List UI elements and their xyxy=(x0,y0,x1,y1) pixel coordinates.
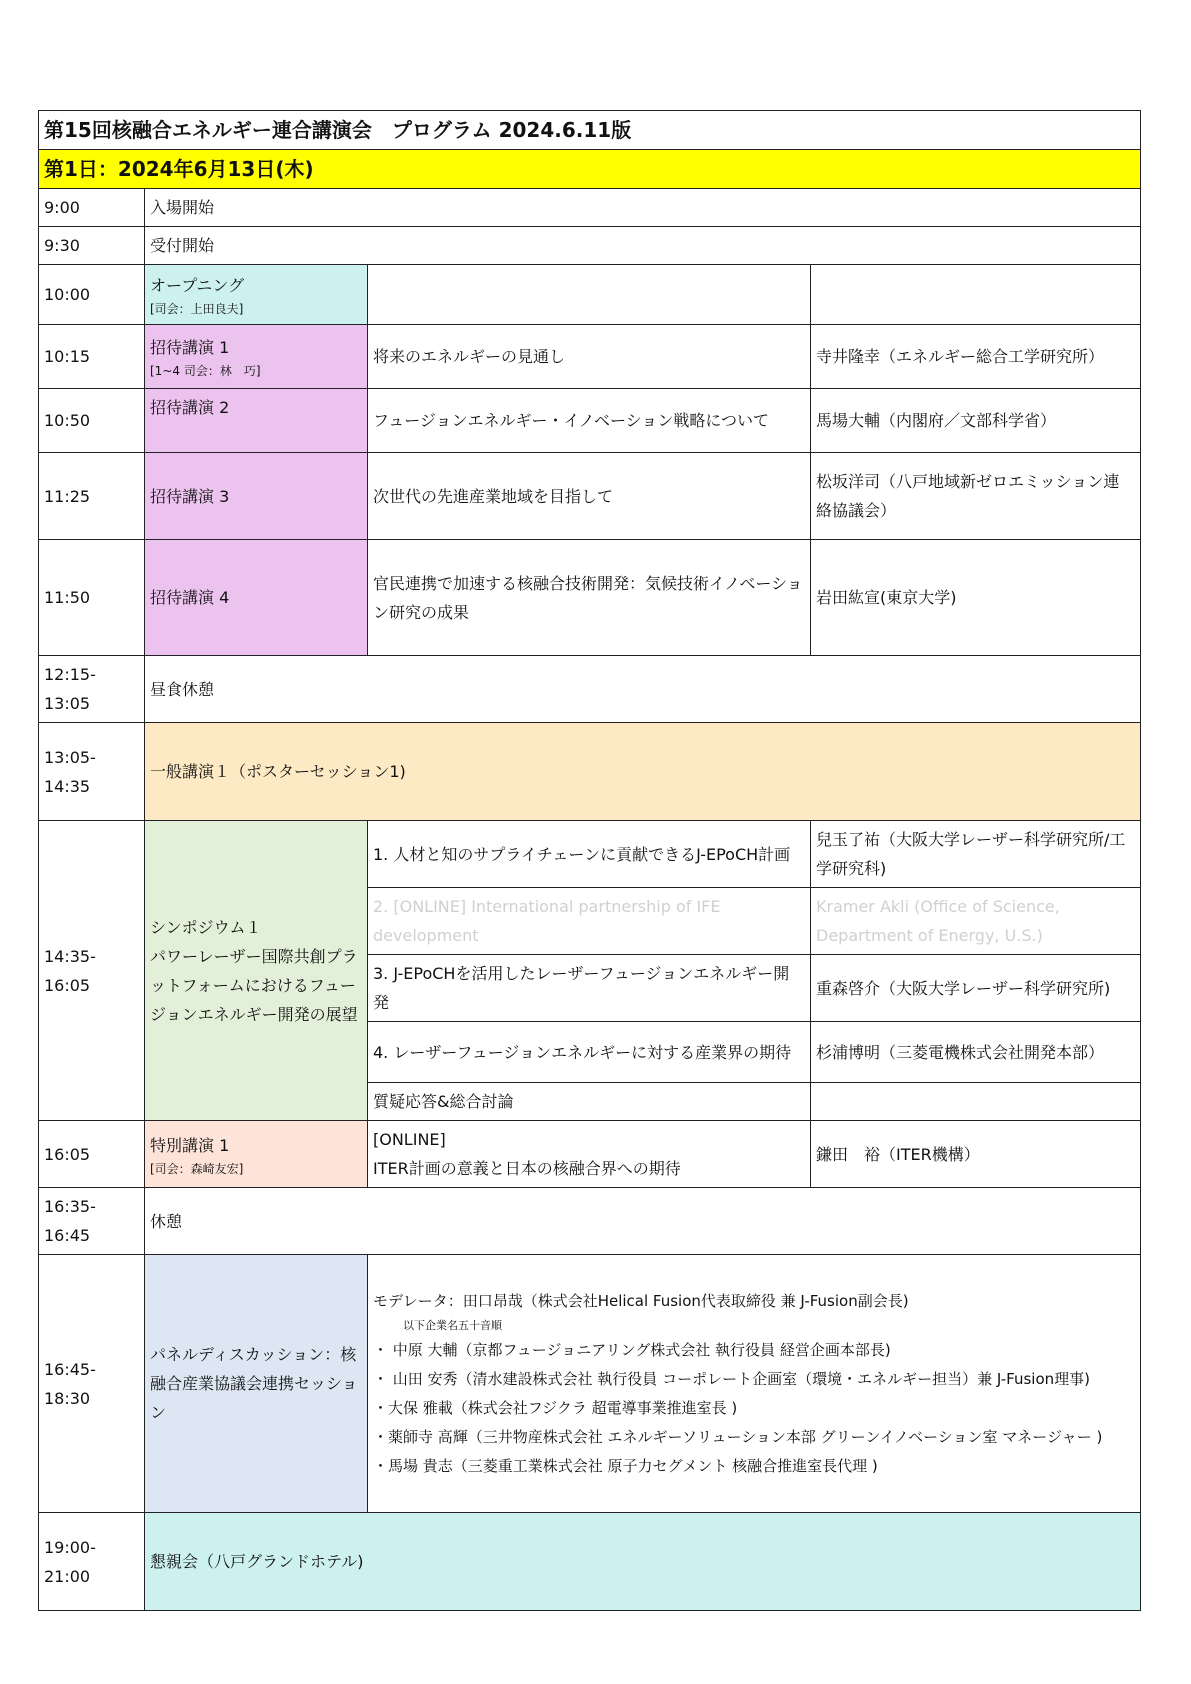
time-cell: 16:05 xyxy=(39,1121,145,1188)
event-label: 一般講演１（ポスターセッション1) xyxy=(145,723,1141,821)
program-table xyxy=(38,110,1141,1611)
panel-details xyxy=(368,1255,1141,1513)
speaker: 杉浦博明（三菱電機株式会社開発本部） xyxy=(811,1022,1141,1083)
session-label: パネルディスカッション：核融合産業協議会連携セッション xyxy=(145,1255,368,1513)
title-row xyxy=(39,111,1141,150)
speaker: 松坂洋司（八戸地域新ゼロエミッション連絡協議会） xyxy=(811,453,1141,540)
speaker xyxy=(811,1083,1141,1121)
session-cell xyxy=(145,325,368,389)
session-label: 招待講演 2 xyxy=(145,389,368,453)
time-cell: 11:50 xyxy=(39,540,145,656)
event-label: 入場開始 xyxy=(145,189,1141,227)
speaker: 重森啓介（大阪大学レーザー科学研究所) xyxy=(811,955,1141,1022)
table-row xyxy=(39,189,1141,227)
session-cell xyxy=(145,265,368,325)
time-cell: 9:30 xyxy=(39,227,145,265)
session-label: シンポジウム１ パワーレーザー国際共創プラットフォームにおけるフュージョンエネルギー開発の展望 xyxy=(145,821,368,1121)
talk-title: 3. J-EPoCHを活用したレーザーフュージョンエネルギー開発 xyxy=(368,955,811,1022)
talk-title xyxy=(368,265,811,325)
time-cell: 11:25 xyxy=(39,453,145,540)
talk-title: 1. 人材と知のサプライチェーンに貢献できるJ-EPoCH計画 xyxy=(368,821,811,888)
time-cell: 13:05-14:35 xyxy=(39,723,145,821)
talk-title: 質疑応答&総合討論 xyxy=(368,1083,811,1121)
table-row xyxy=(39,540,1141,656)
order-note: 以下企業名五十音順 xyxy=(403,1318,502,1332)
day-header: 第1日：2024年6月13日(木) xyxy=(39,150,1141,189)
speaker xyxy=(811,265,1141,325)
table-row xyxy=(39,227,1141,265)
panelist: ・ 中原 大輔（京都フュージョニアリング株式会社 執行役員 経営企画本部長) xyxy=(373,1340,891,1359)
session-label: 招待講演 4 xyxy=(145,540,368,656)
speaker: 岩田紘宣(東京大学) xyxy=(811,540,1141,656)
time-cell: 19:00-21:00 xyxy=(39,1513,145,1611)
talk-title: 将来のエネルギーの見通し xyxy=(368,325,811,389)
time-cell: 9:00 xyxy=(39,189,145,227)
session-label: 特別講演 1 xyxy=(150,1135,230,1155)
moderator: モデレータ：田口昂哉（株式会社Helical Fusion代表取締役 兼 J-Fusion副会長) xyxy=(373,1291,909,1310)
event-label: 昼食休憩 xyxy=(145,656,1141,723)
talk-title: 官民連携で加速する核融合技術開発：気候技術イノベーション研究の成果 xyxy=(368,540,811,656)
event-label: 懇親会（八戸グランドホテル) xyxy=(145,1513,1141,1611)
table-row xyxy=(39,656,1141,723)
chair-label: [司会：上田良夫] xyxy=(150,302,244,316)
time-cell: 14:35-16:05 xyxy=(39,821,145,1121)
speaker: 兒玉了祐（大阪大学レーザー科学研究所/工学研究科) xyxy=(811,821,1141,888)
online-tag: [ONLINE] xyxy=(373,1130,446,1149)
talk-title: ITER計画の意義と日本の核融合界への期待 xyxy=(373,1159,681,1178)
talk-title: 2. [ONLINE] International partnership of IFE development xyxy=(368,888,811,955)
session-label: 招待講演 3 xyxy=(145,453,368,540)
table-row xyxy=(39,723,1141,821)
event-label: 受付開始 xyxy=(145,227,1141,265)
speaker: Kramer Akli (Office of Science, Department of Energy, U.S.) xyxy=(811,888,1141,955)
event-label: 休憩 xyxy=(145,1188,1141,1255)
time-cell: 10:50 xyxy=(39,389,145,453)
time-cell: 10:00 xyxy=(39,265,145,325)
table-row xyxy=(39,1255,1141,1513)
speaker: 寺井隆幸（エネルギー総合工学研究所） xyxy=(811,325,1141,389)
day-row xyxy=(39,150,1141,189)
time-cell: 16:45-18:30 xyxy=(39,1255,145,1513)
talk-title: 次世代の先進産業地域を目指して xyxy=(368,453,811,540)
talk-title: 4. レーザーフュージョンエネルギーに対する産業界の期待 xyxy=(368,1022,811,1083)
session-cell xyxy=(145,1121,368,1188)
session-label: オープニング xyxy=(150,276,245,295)
panelist: ・馬場 貴志（三菱重工業株式会社 原子力セグメント 核融合推進室長代理 ) xyxy=(373,1456,878,1475)
table-row xyxy=(39,453,1141,540)
talk-title-cell xyxy=(368,1121,811,1188)
time-cell: 16:35-16:45 xyxy=(39,1188,145,1255)
table-row xyxy=(39,1513,1141,1611)
chair-label: [1~4 司会：林 巧] xyxy=(150,364,261,378)
table-row xyxy=(39,325,1141,389)
table-row xyxy=(39,821,1141,888)
table-row xyxy=(39,1121,1141,1188)
session-label: 招待講演 1 xyxy=(150,338,230,357)
speaker: 馬場大輔（内閣府／文部科学省） xyxy=(811,389,1141,453)
panelist: ・ 山田 安秀（清水建設株式会社 執行役員 コーポレート企画室（環境・エネルギー担当）兼 J-Fusion理事) xyxy=(373,1369,1090,1388)
table-row xyxy=(39,265,1141,325)
program-title: 第15回核融合エネルギー連合講演会 プログラム 2024.6.11版 xyxy=(39,111,1141,150)
table-row xyxy=(39,389,1141,453)
table-row xyxy=(39,1188,1141,1255)
chair-label: [司会：森崎友宏] xyxy=(150,1161,244,1176)
panelist: ・大保 雅載（株式会社フジクラ 超電導事業推進室長 ) xyxy=(373,1398,738,1417)
talk-title: フュージョンエネルギー・イノベーション戦略について xyxy=(368,389,811,453)
time-cell: 10:15 xyxy=(39,325,145,389)
time-cell: 12:15-13:05 xyxy=(39,656,145,723)
speaker: 鎌田 裕（ITER機構） xyxy=(811,1121,1141,1188)
panelist: ・薬師寺 高輝（三井物産株式会社 エネルギーソリューション本部 グリーンイノベーション室 マネージャー ) xyxy=(373,1427,1103,1446)
